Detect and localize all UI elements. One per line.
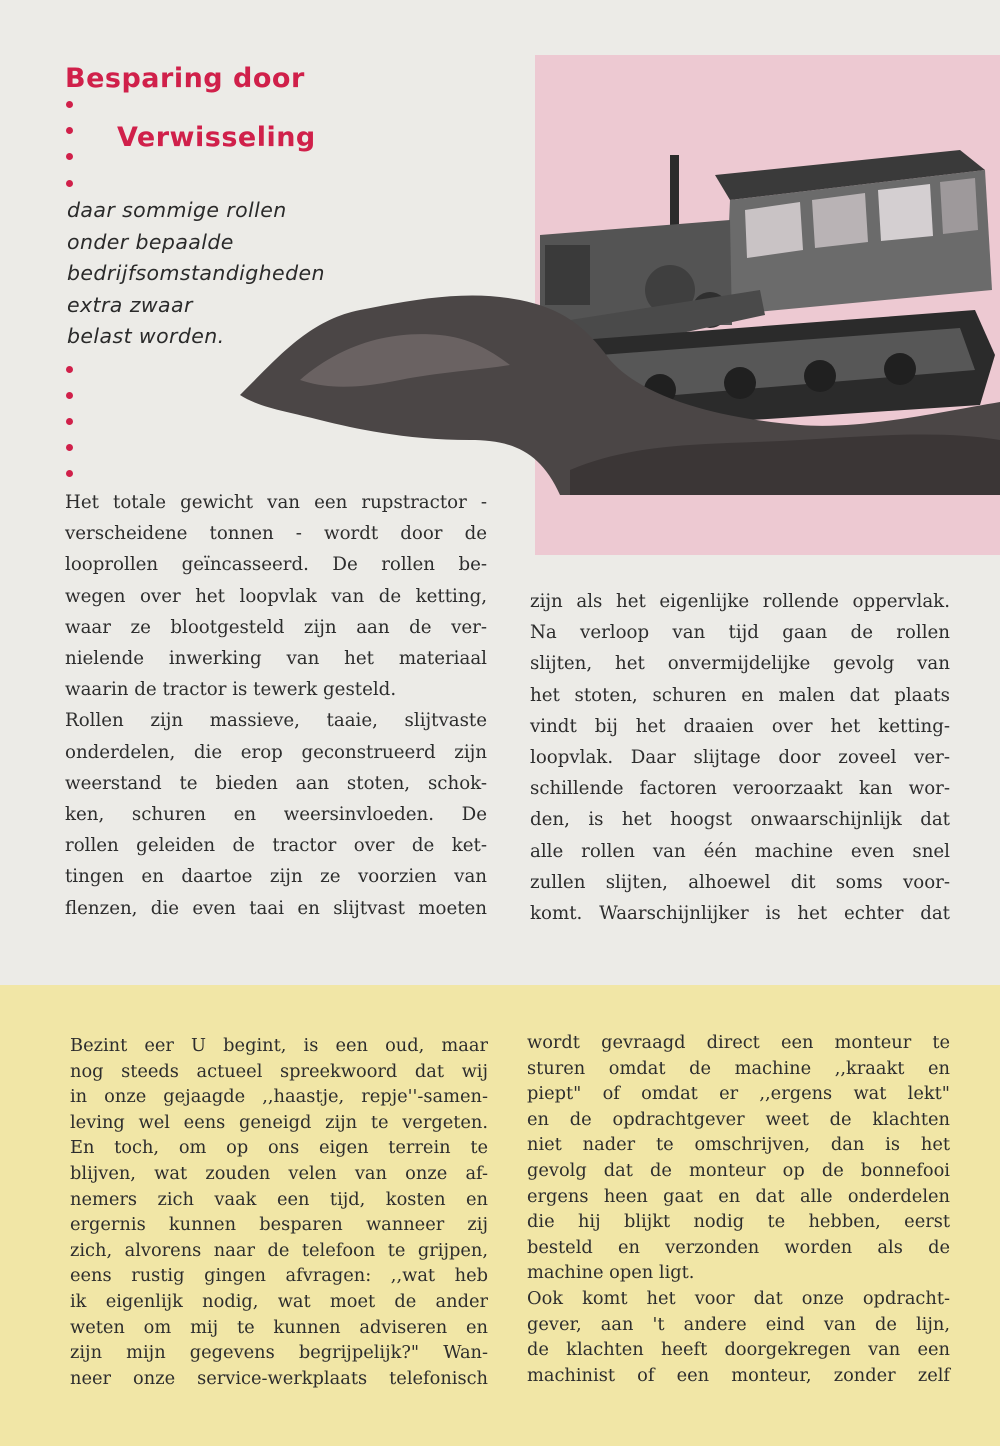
bullet-dot-icon	[66, 180, 73, 187]
text-line: sturen omdat de machine ,,kraakt en	[527, 1057, 950, 1079]
text-line: in onze gejaagde ,,haastje, repje''-samen-	[70, 1086, 488, 1108]
text-line: Bezint eer U begint, is een oud, maar	[70, 1035, 488, 1056]
text-line: alle rollen van één machine even snel	[530, 840, 950, 862]
text-line: looprollen geïncasseerd. De rollen be-	[65, 554, 487, 576]
text-line: nog steeds actueel spreekwoord dat wij	[70, 1060, 488, 1082]
article-top-column-1	[65, 487, 487, 924]
text-line: Na verloop van tijd gaan de rollen	[530, 622, 950, 644]
text-line: gevolg dat de monteur op de bonnefooi	[527, 1159, 950, 1181]
text-line: slijten, het onvermijdelijke gevolg van	[530, 653, 950, 675]
text-line: tingen en daartoe zijn ze voorzien van	[65, 866, 487, 888]
cab-window	[878, 184, 933, 241]
cab-window	[745, 202, 803, 258]
bullet-dot-icon	[66, 470, 73, 477]
bullet-dot-icon	[66, 101, 73, 108]
text-line: loopvlak. Daar slijtage door zoveel ver-	[530, 747, 950, 769]
text-line: eens rustig gingen afvragen: ,,wat heb	[70, 1265, 488, 1287]
text-line: zich, alvorens naar de telefoon te grijpen,	[70, 1239, 488, 1261]
text-line: ken, schuren en weersinvloeden. De	[65, 804, 487, 826]
text-line: weten om mij te kunnen adviseren en	[70, 1316, 488, 1338]
text-line: wordt gevraagd direct een monteur te	[527, 1032, 950, 1053]
text-line: piept" of omdat er ,,ergens wat lekt"	[527, 1083, 950, 1105]
text-line: neer onze service-werkplaats telefonisch	[70, 1367, 488, 1389]
text-line: komt. Waarschijnlijker is het echter dat	[530, 903, 950, 925]
text-line: ergernis kunnen besparen wanneer zij	[70, 1214, 488, 1236]
article-bottom-column-1	[70, 1033, 488, 1391]
text-line: ergens heen gaat en dat alle onderdelen	[527, 1185, 950, 1207]
text-line: onderdelen, die erop geconstrueerd zijn	[65, 741, 487, 763]
text-line: verscheidene tonnen - wordt door de	[65, 523, 487, 545]
text-line: blijven, wat zouden velen van onze af-	[70, 1162, 488, 1184]
article-top-column-2	[530, 586, 950, 929]
bullet-dot-icon	[66, 153, 73, 160]
bullet-dot-icon	[66, 418, 73, 425]
text-line: zijn mijn gegevens begrijpelijk?" Wan-	[70, 1342, 488, 1364]
subtitle-line: extra zwaar	[67, 292, 193, 317]
text-line: die hij blijkt nodig te hebben, eerst	[527, 1211, 950, 1233]
subtitle-line: bedrijfsomstandigheden	[67, 261, 325, 285]
text-line: vindt bij het draaien over het ketting-	[530, 715, 950, 737]
text-line: waar ze blootgesteld zijn aan de ver-	[65, 616, 487, 638]
bullet-dot-icon	[66, 392, 73, 399]
text-line: niet nader te omschrijven, dan is het	[527, 1134, 950, 1156]
text-line: weerstand te bieden aan stoten, schok-	[65, 772, 487, 794]
text-line: flenzen, die even taai en slijtvast moeten	[65, 897, 487, 919]
text-line: machinist of een monteur, zonder zelf	[527, 1364, 950, 1386]
text-line: leving wel eens geneigd zijn te vergeten.	[70, 1111, 488, 1133]
bullet-dot-icon	[66, 366, 73, 373]
bullet-dot-icon	[66, 444, 73, 451]
text-line: wegen over het loopvlak van de ketting,	[65, 585, 487, 607]
text-line: zullen slijten, alhoewel dit soms voor-	[530, 871, 950, 893]
heading-line-1: Besparing door	[65, 63, 305, 94]
text-line: En toch, om op ons eigen terrein te	[70, 1137, 488, 1159]
bulldozer-illustration	[240, 140, 1000, 495]
text-line: besteld en verzonden worden als de	[527, 1236, 950, 1258]
text-line: waarin de tractor is tewerk gesteld.	[65, 679, 397, 701]
heading-line-2: Verwisseling	[117, 122, 316, 153]
text-line: gever, aan 't andere eind van de lijn,	[527, 1313, 950, 1335]
text-line: nielende inwerking van het materiaal	[65, 648, 487, 670]
text-line: machine open ligt.	[527, 1262, 695, 1284]
bullet-dot-icon	[66, 127, 73, 134]
text-line: Ook komt het voor dat onze opdracht-	[527, 1287, 950, 1309]
text-line: nemers zich vaak een tijd, kosten en	[70, 1188, 488, 1210]
text-line: zijn als het eigenlijke rollende oppervlak.	[530, 591, 950, 612]
cab-window	[812, 193, 868, 248]
text-line: schillende factoren veroorzaakt kan wor-	[530, 778, 950, 800]
text-line: Het totale gewicht van een rupstractor -	[65, 492, 487, 513]
text-line: de klachten heeft doorgekregen van een	[527, 1339, 950, 1361]
text-line: en de opdrachtgever weet de klachten	[527, 1108, 950, 1130]
cab-window	[940, 178, 978, 234]
text-line: rollen geleiden de tractor over de ket-	[65, 835, 487, 857]
subtitle-line: onder bepaalde	[67, 229, 234, 254]
text-line: den, is het hoogst onwaarschijnlijk dat	[530, 809, 950, 831]
subtitle-line: belast worden.	[67, 324, 225, 348]
subtitle-line: daar sommige rollen	[67, 198, 287, 222]
text-line: ik eigenlijk nodig, wat moet de ander	[70, 1290, 488, 1312]
article-bottom-column-2	[527, 1030, 950, 1388]
text-line: Rollen zijn massieve, taaie, slijtvaste	[65, 710, 487, 732]
radiator-grille	[545, 245, 590, 305]
text-line: het stoten, schuren en malen dat plaats	[530, 684, 950, 706]
